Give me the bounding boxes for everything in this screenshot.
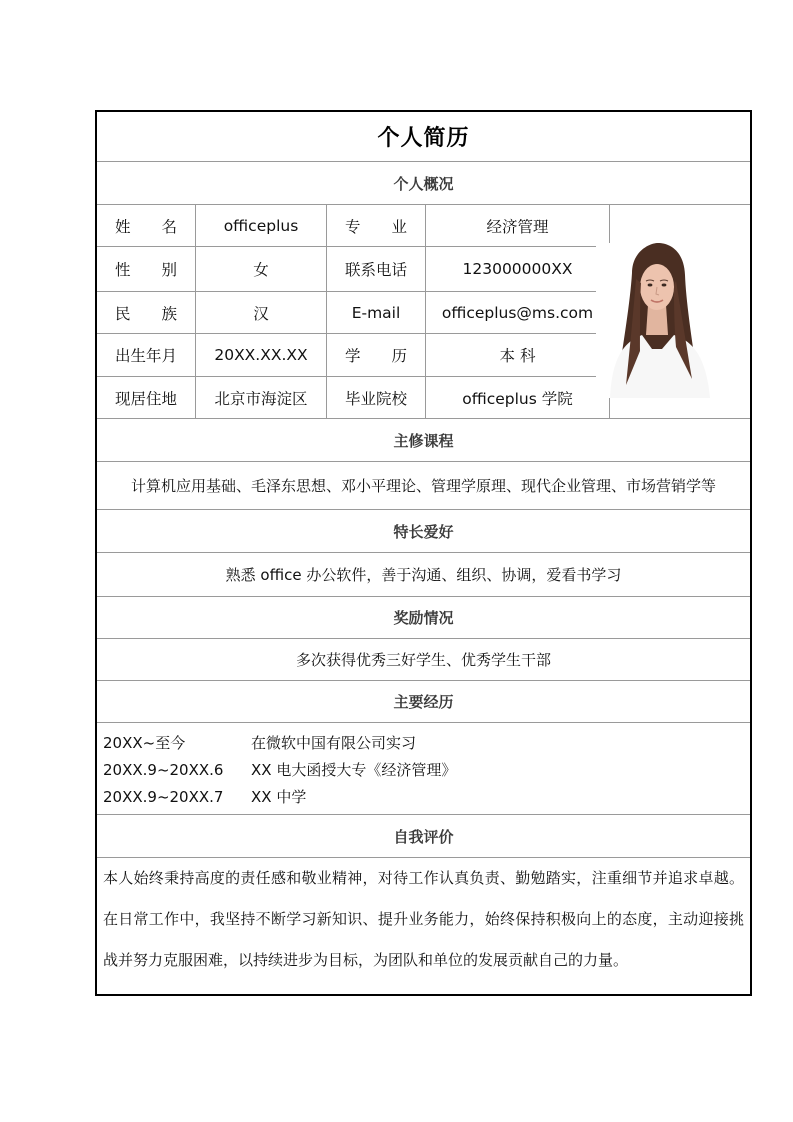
value-gender: 女 [196,247,327,292]
experience-desc: XX 中学 [251,788,307,806]
experience-desc: XX 电大函授大专《经济管理》 [251,761,457,779]
value-email: officeplus@ms.com [426,292,610,334]
experience-desc: 在微软中国有限公司实习 [251,734,417,752]
label-address: 现居住地 [97,377,196,419]
label-email: E-mail [327,292,426,334]
resume-title: 个人简历 [97,112,750,162]
value-address: 北京市海淀区 [196,377,327,419]
label-phone: 联系电话 [327,247,426,292]
value-phone: 123000000XX [426,247,610,292]
experience-item [103,786,306,807]
value-major: 经济管理 [426,205,610,247]
label-school: 毕业院校 [327,377,426,419]
experience-item [103,759,456,780]
section-header-experience: 主要经历 [97,681,750,723]
label-ethnicity: 民 族 [97,292,196,334]
resume [95,110,752,996]
section-header-awards: 奖励情况 [97,597,750,639]
label-birth: 出生年月 [97,334,196,377]
section-header-courses: 主修课程 [97,419,750,462]
skills-text: 熟悉 office 办公软件，善于沟通、组织、协调，爱看书学习 [97,553,750,597]
experience-item [103,732,416,753]
experience-list [97,723,750,815]
value-birth: 20XX.XX.XX [196,334,327,377]
section-header-skills: 特长爱好 [97,510,750,553]
section-header-evaluation: 自我评价 [97,815,750,858]
experience-date: 20XX~至今 [103,734,186,752]
value-school: officeplus 学院 [426,377,610,419]
evaluation-text: 本人始终秉持高度的责任感和敬业精神，对待工作认真负责、勤勉踏实，注重细节并追求卓越。在日常工作中，我坚持不断学习新知识、提升业务能力，始终保持积极向上的态度，主动迎接挑战并努力克服困难，以持续进步为目标，为团队和单位的发展贡献自己的力量。 [103,869,744,969]
label-major: 专 业 [327,205,426,247]
section-header-overview: 个人概况 [97,162,750,205]
value-name: officeplus [196,205,327,247]
label-name: 姓 名 [97,205,196,247]
profile-photo [596,243,714,398]
value-ethnicity: 汉 [196,292,327,334]
courses-text: 计算机应用基础、毛泽东思想、邓小平理论、管理学原理、现代企业管理、市场营销学等 [97,462,750,510]
awards-text: 多次获得优秀三好学生、优秀学生干部 [97,639,750,681]
value-education: 本 科 [426,334,610,377]
experience-date: 20XX.9~20XX.6 [103,761,224,779]
label-gender: 性 别 [97,247,196,292]
label-education: 学 历 [327,334,426,377]
experience-date: 20XX.9~20XX.7 [103,788,224,806]
